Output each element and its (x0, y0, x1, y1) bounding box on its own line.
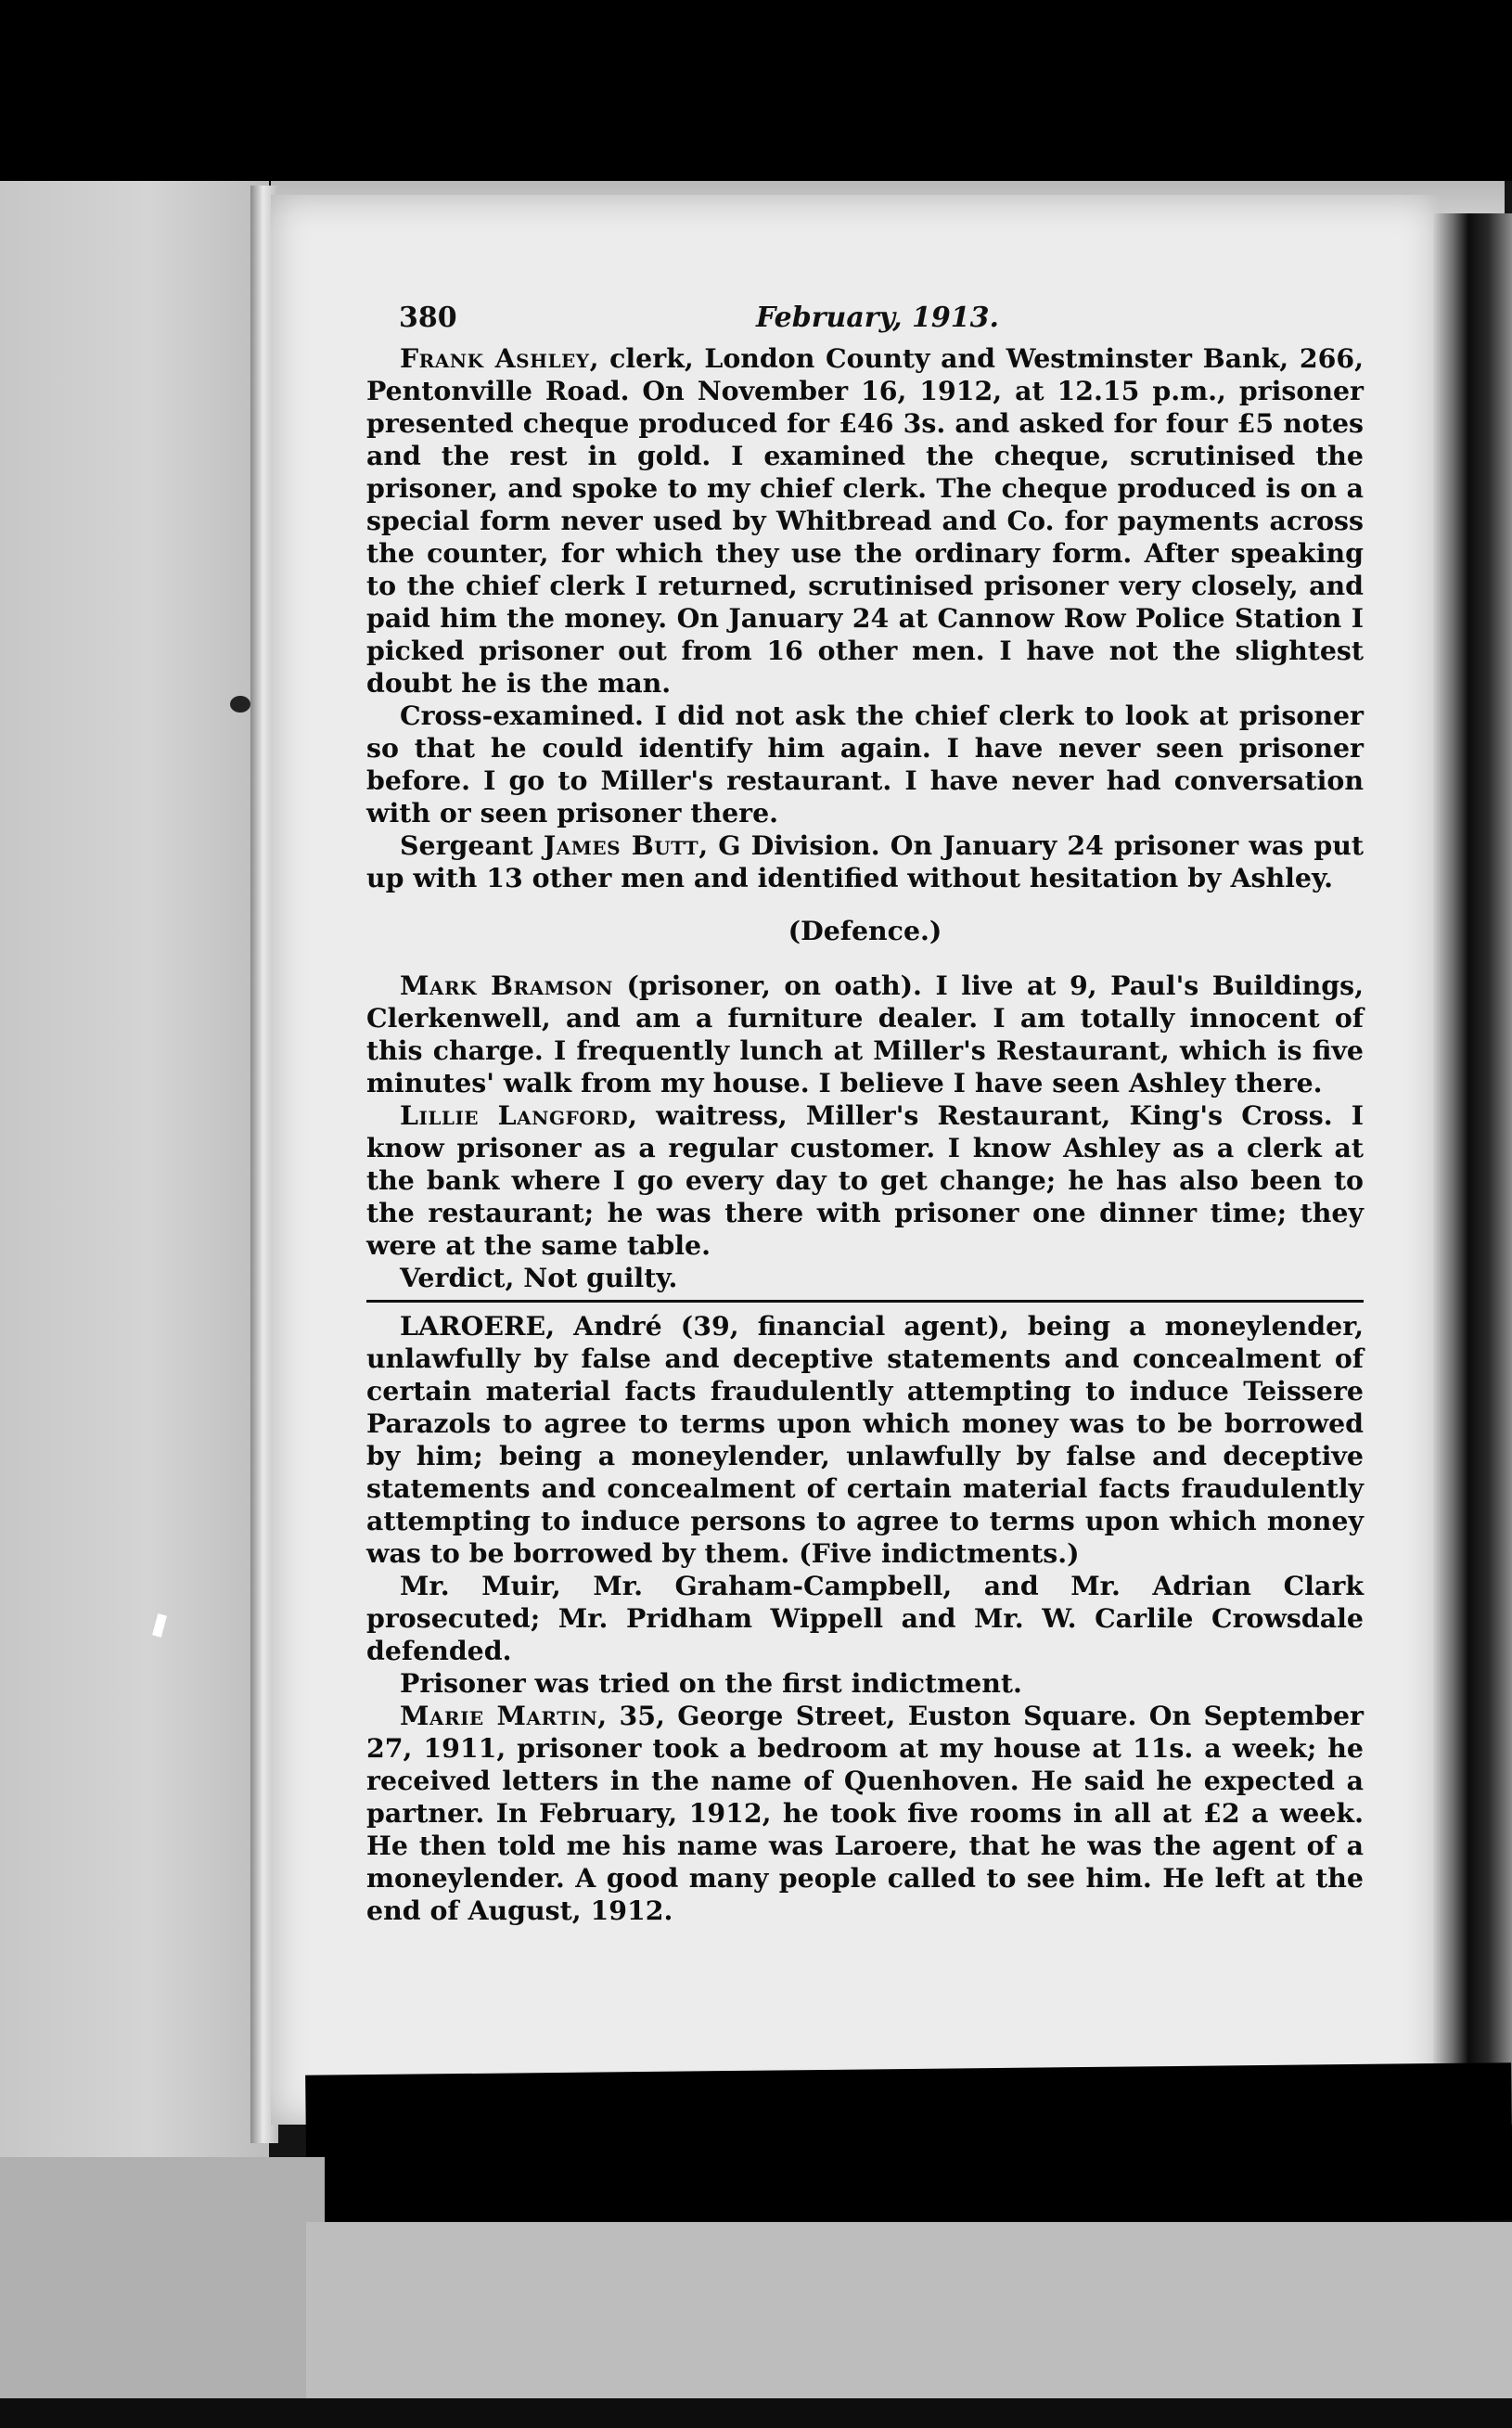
scan-speck (230, 696, 250, 713)
witness-prefix: Sergeant (400, 829, 544, 861)
scan-left-margin (0, 181, 269, 2157)
paragraph (366, 970, 1364, 1099)
paragraph-text: Verdict, Not guilty. (400, 1262, 678, 1293)
paragraph-text: Mr. Muir, Mr. Graham-Campbell, and Mr. Adrian Clark prosecuted; Mr. Pridham Wippell and Mr. W. Carlile Crowsdale defended. (366, 1570, 1364, 1666)
witness-name: Lillie Langford (400, 1099, 629, 1131)
page-right-edge (1433, 213, 1512, 2125)
paragraph-text: , waitress, Miller's Restaurant, King's Cross. I know prisoner as a regular customer. I know Ashley as a clerk at the bank where I go every day to get change; he has also been to the restaurant; he was there with prisoner one dinner time; they were at the same table. (366, 1099, 1365, 1261)
scan-bottom-band (305, 2062, 1512, 2233)
paragraph (366, 829, 1364, 894)
page-number: 380 (399, 302, 457, 334)
paragraph-text: , 35, George Street, Euston Square. On September 27, 1911, prisoner took a bedroom at my house at 11s. a week; he received letters in the name of Quenhoven. He said he expected a partner. In February, 1912, he took five rooms in all at £2 a week. He then told me his name was Laroere, that he was the agent of a moneylender. A good many people called to see him. He left at the end of August, 1912. (366, 1700, 1364, 1926)
paragraph-text: , clerk, London County and Westminster Bank, 266, Pentonville Road. On November 16, 1912, at 12.15 p.m., prisoner presented cheque produced for £46 3s. and asked for four £5 notes and the rest in gold. I examined the cheque, scrutinised the prisoner, and spoke to my chief clerk. The cheque produced is on a special form never used by Whitbread and Co. for payments across the counter, for which they use the ordinary form. After speaking to the chief clerk I returned, scrutinised prisoner very closely, and paid him the money. On January 24 at Cannow Row Police Station I picked prisoner out from 16 other men. I have not the slightest doubt he is the man. (366, 342, 1364, 699)
paragraph (366, 1099, 1364, 1262)
paragraph-text: (prisoner, on oath). I live at 9, Paul's Buildings, Clerkenwell, and am a furniture dealer. I am totally innocent of this charge. I frequently lunch at Miller's Restaurant, which is five minutes' walk from my house. I believe I have seen Ashley there. (366, 970, 1364, 1098)
page-text (366, 302, 1364, 1927)
paragraph-text: LAROERE, André (39, financial agent), being a moneylender, unlawfully by false and deceptive statements and concealment of certain material facts fraudulently attempting to induce Teissere Parazols to agree to terms upon which money was to be borrowed by him; being a moneylender, unlawfully by false and deceptive statements and concealment of certain material facts fraudulently attempting to induce persons to agree to terms upon which money was to be borrowed by them. (Five indictments.) (366, 1310, 1364, 1569)
witness-name: Mark Bramson (400, 970, 613, 1001)
paragraph (366, 1667, 1364, 1700)
scan-bottom-left (0, 2157, 325, 2428)
running-head (366, 302, 1364, 342)
section-heading: (Defence.) (788, 915, 942, 946)
scan-top-border (0, 0, 1512, 181)
paragraph-text: Cross-examined. I did not ask the chief clerk to look at prisoner so that he could identify him again. I have never seen prisoner before. I go to Miller's restaurant. I have never had conversation with or seen prisoner there. (366, 700, 1364, 829)
verdict (366, 1262, 1364, 1294)
scan-bottom-strip (306, 2222, 1512, 2428)
scan-foot-border (0, 2398, 1512, 2428)
indictment (366, 1310, 1364, 1570)
witness-name: Frank Ashley (400, 342, 590, 374)
paragraph-text: Prisoner was tried on the first indictment. (400, 1667, 1022, 1699)
case-divider (366, 1300, 1364, 1303)
paragraph (366, 342, 1364, 700)
paragraph (366, 1570, 1364, 1667)
witness-name: Marie Martin (400, 1700, 598, 1731)
paragraph-text: , G Division. On January 24 prisoner was put up with 13 other men and identified without hesitation by Ashley. (366, 829, 1364, 893)
witness-name: James Butt (543, 829, 699, 861)
running-title: February, 1913. (756, 302, 999, 334)
paragraph (366, 1700, 1364, 1927)
paragraph (366, 700, 1364, 829)
